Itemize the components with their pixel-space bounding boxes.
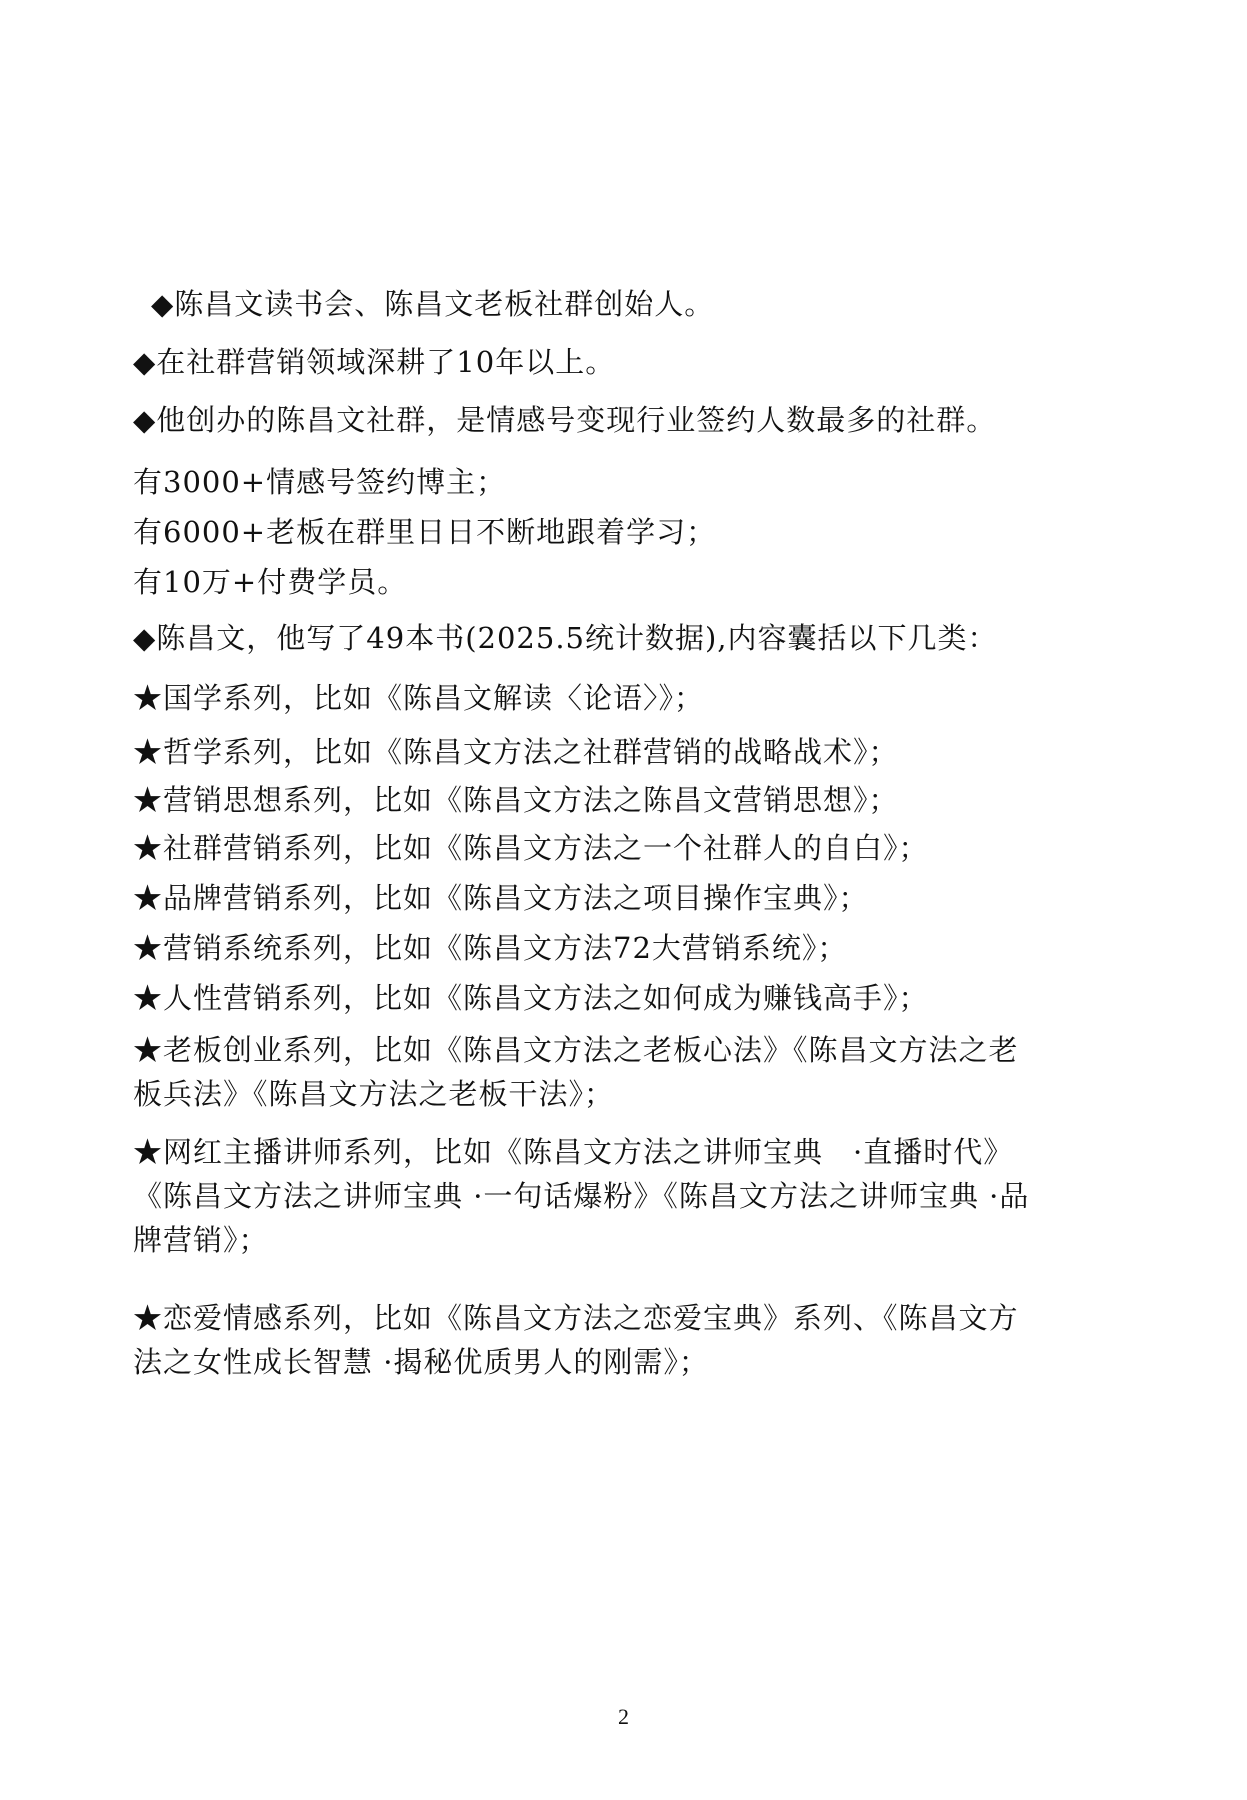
intro-founder-line: ◆陈昌文读书会、陈昌文老板社群创始人。 bbox=[151, 287, 715, 321]
body-text bbox=[133, 282, 1033, 1384]
stat-bosses-line: 有6000+老板在群里日日不断地跟着学习； bbox=[133, 515, 717, 549]
stat-bloggers-line: 有3000+情感号签约博主； bbox=[133, 465, 507, 499]
book-series-marketing-system: ★营销系统系列，比如《陈昌文方法72大营销系统》； bbox=[133, 931, 848, 965]
book-series-human-nature: ★人性营销系列，比如《陈昌文方法之如何成为赚钱高手》； bbox=[133, 981, 929, 1015]
intro-experience-line: ◆在社群营销领域深耕了10年以上。 bbox=[133, 345, 616, 379]
book-series-guoxue: ★国学系列，比如《陈昌文解读〈论语〉》； bbox=[133, 681, 705, 715]
book-series-community-marketing: ★社群营销系列，比如《陈昌文方法之一个社群人的自白》； bbox=[133, 831, 929, 865]
books-intro-line: ◆陈昌文，他写了49本书(2025.5统计数据),内容囊括以下几类： bbox=[133, 621, 998, 655]
book-series-boss-startup: ★老板创业系列，比如《陈昌文方法之老板心法》《陈昌文方法之老板兵法》《陈昌文方法之老板干法》； bbox=[133, 1033, 1019, 1111]
page-number: 2 bbox=[618, 1704, 629, 1729]
book-series-influencer-lecturer: ★网红主播讲师系列，比如《陈昌文方法之讲师宝典 ·直播时代》《陈昌文方法之讲师宝典 ·一句话爆粉》《陈昌文方法之讲师宝典 ·品牌营销》； bbox=[133, 1135, 1030, 1257]
book-series-marketing-thought: ★营销思想系列，比如《陈昌文方法之陈昌文营销思想》； bbox=[133, 783, 899, 817]
intro-community-line: ◆他创办的陈昌文社群，是情感号变现行业签约人数最多的社群。 bbox=[133, 403, 997, 437]
stat-students-line: 有10万+付费学员。 bbox=[133, 565, 408, 599]
book-series-brand-marketing: ★品牌营销系列，比如《陈昌文方法之项目操作宝典》； bbox=[133, 881, 869, 915]
book-series-philosophy: ★哲学系列，比如《陈昌文方法之社群营销的战略战术》； bbox=[133, 735, 899, 769]
book-series-romance: ★恋爱情感系列，比如《陈昌文方法之恋爱宝典》系列、《陈昌文方法之女性成长智慧 ·揭秘优质男人的刚需》； bbox=[133, 1301, 1019, 1379]
